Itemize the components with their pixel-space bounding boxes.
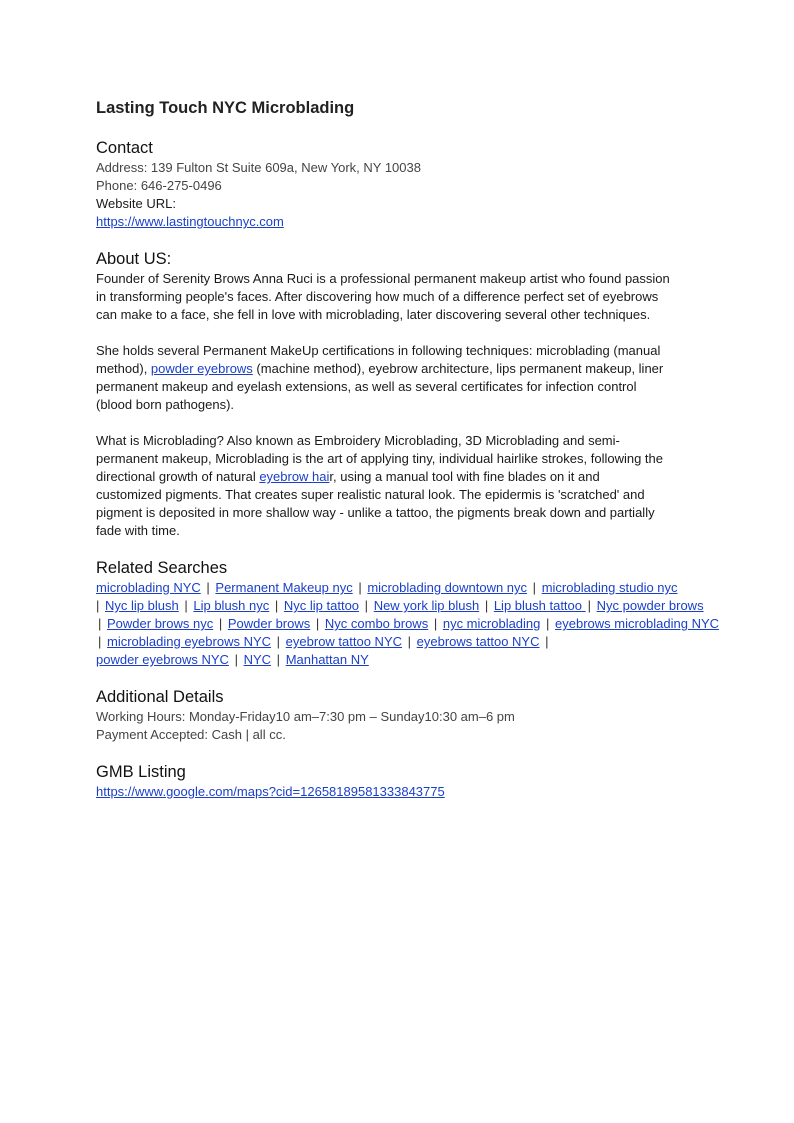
contact-section (96, 137, 696, 231)
eyebrow-hair-link[interactable]: eyebrow hai (259, 469, 330, 484)
working-hours-text: Working Hours: Monday-Friday10 am–7:30 pm – Sunday10:30 am–6 pm (96, 709, 515, 724)
about-p3-line: customized pigments. That creates super realistic natural look. The epidermis is 'scratched' and (96, 487, 645, 502)
about-p3-text: directional growth of natural (96, 469, 260, 484)
about-p3-text: r, using a manual tool with fine blades on it and (329, 469, 600, 484)
about-p3-line: pigment is deposited in more shallow way - unlike a tattoo, the pigments break down and partially (96, 505, 655, 520)
related-link[interactable]: powder eyebrows NYC (96, 652, 229, 667)
about-p2-line: (blood born pathogens). (96, 397, 235, 412)
about-p3-line: fade with time. (96, 523, 180, 538)
related-link[interactable]: microblading eyebrows NYC (107, 634, 272, 649)
about-p2-line (96, 360, 696, 378)
about-p3-line: permanent makeup, Microblading is the art of applying tiny, individual hairlike strokes, following the (96, 451, 663, 466)
page-title: Lasting Touch NYC Microblading (96, 99, 355, 117)
related-link[interactable]: microblading studio nyc (541, 580, 678, 595)
related-links-line (96, 615, 720, 633)
related-link[interactable]: Nyc lip blush (105, 598, 179, 613)
related-links-line (96, 579, 696, 597)
link-separator: | (532, 580, 537, 595)
about-p1-line: Founder of Serenity Brows Anna Ruci is a professional permanent makeup artist who found passion (96, 271, 670, 286)
link-separator: | (96, 598, 100, 613)
link-separator: | (484, 598, 489, 613)
related-links-line (96, 633, 696, 651)
about-p1-line: in transforming people's faces. After discovering how much of a difference perfect set of eyebrows (96, 289, 659, 304)
additional-section (96, 686, 696, 744)
about-p2-text: method), (96, 361, 151, 376)
link-separator: | (315, 616, 320, 631)
link-separator: | (358, 580, 362, 595)
about-p2-text: (machine method), eyebrow architecture, lips permanent makeup, liner (252, 361, 664, 376)
link-separator: | (184, 598, 188, 613)
link-separator: | (364, 598, 369, 613)
about-p3-line (96, 468, 696, 486)
related-link[interactable]: Lip blush nyc (193, 598, 270, 613)
related-link[interactable]: microblading downtown nyc (367, 580, 528, 595)
link-separator: | (276, 652, 281, 667)
link-separator: | (276, 634, 281, 649)
gmb-heading: GMB Listing (96, 763, 186, 781)
related-link[interactable]: Nyc combo brows (324, 616, 429, 631)
related-links-line (96, 651, 696, 669)
related-link[interactable]: Nyc powder brows (596, 598, 704, 613)
related-link[interactable]: Manhattan NY (285, 652, 369, 667)
address-text: Address: 139 Fulton St Suite 609a, New York, NY 10038 (96, 160, 421, 175)
related-links (96, 579, 720, 669)
related-link[interactable]: Permanent Makeup nyc (215, 580, 353, 595)
link-separator: | (218, 616, 223, 631)
powder-eyebrows-link[interactable]: powder eyebrows (150, 361, 253, 376)
gmb-section (96, 761, 696, 801)
website-link[interactable]: https://www.lastingtouchnyc.com (96, 214, 284, 229)
related-link[interactable]: eyebrows tattoo NYC (416, 634, 540, 649)
related-link[interactable]: eyebrows microblading NYC (555, 616, 720, 631)
related-link[interactable]: Nyc lip tattoo (283, 598, 360, 613)
link-separator: | (274, 598, 279, 613)
link-separator: | (407, 634, 412, 649)
payment-text: Payment Accepted: Cash | all cc. (96, 727, 286, 742)
related-links-line (96, 597, 704, 615)
link-separator: | (234, 652, 238, 667)
link-separator: | (98, 616, 102, 631)
about-p3-line: What is Microblading? Also known as Embroidery Microblading, 3D Microblading and semi- (96, 433, 620, 448)
additional-heading: Additional Details (96, 688, 224, 706)
related-link[interactable]: New york lip blush (373, 598, 480, 613)
link-separator: | (98, 634, 102, 649)
about-p2-line: She holds several Permanent MakeUp certifications in following techniques: microblading (manual (96, 343, 661, 358)
about-p1-line: can make to a face, she fell in love with microblading, later discovering several other techniques. (96, 307, 651, 322)
related-link[interactable]: Powder brows (227, 616, 311, 631)
about-section (96, 248, 696, 540)
link-separator: | (587, 598, 592, 613)
phone-text: Phone: 646-275-0496 (96, 178, 222, 193)
website-label: Website URL: (96, 196, 176, 211)
about-p2-line: permanent makeup and eyelash extensions, as well as several certificates for infection control (96, 379, 637, 394)
related-heading: Related Searches (96, 559, 228, 577)
link-separator: | (546, 616, 550, 631)
document-page (96, 96, 720, 801)
link-separator: | (545, 634, 549, 649)
gmb-link[interactable]: https://www.google.com/maps?cid=12658189581333843775 (96, 784, 445, 799)
related-link[interactable]: microblading NYC (96, 580, 201, 595)
link-separator: | (206, 580, 210, 595)
related-link[interactable]: NYC (243, 652, 272, 667)
about-heading: About US: (96, 250, 172, 268)
related-link[interactable]: Lip blush tattoo (493, 598, 586, 613)
related-link[interactable]: nyc microblading (442, 616, 541, 631)
related-link[interactable]: eyebrow tattoo NYC (285, 634, 403, 649)
related-section (96, 557, 720, 669)
related-link[interactable]: Powder brows nyc (107, 616, 214, 631)
link-separator: | (433, 616, 438, 631)
contact-heading: Contact (96, 139, 153, 157)
